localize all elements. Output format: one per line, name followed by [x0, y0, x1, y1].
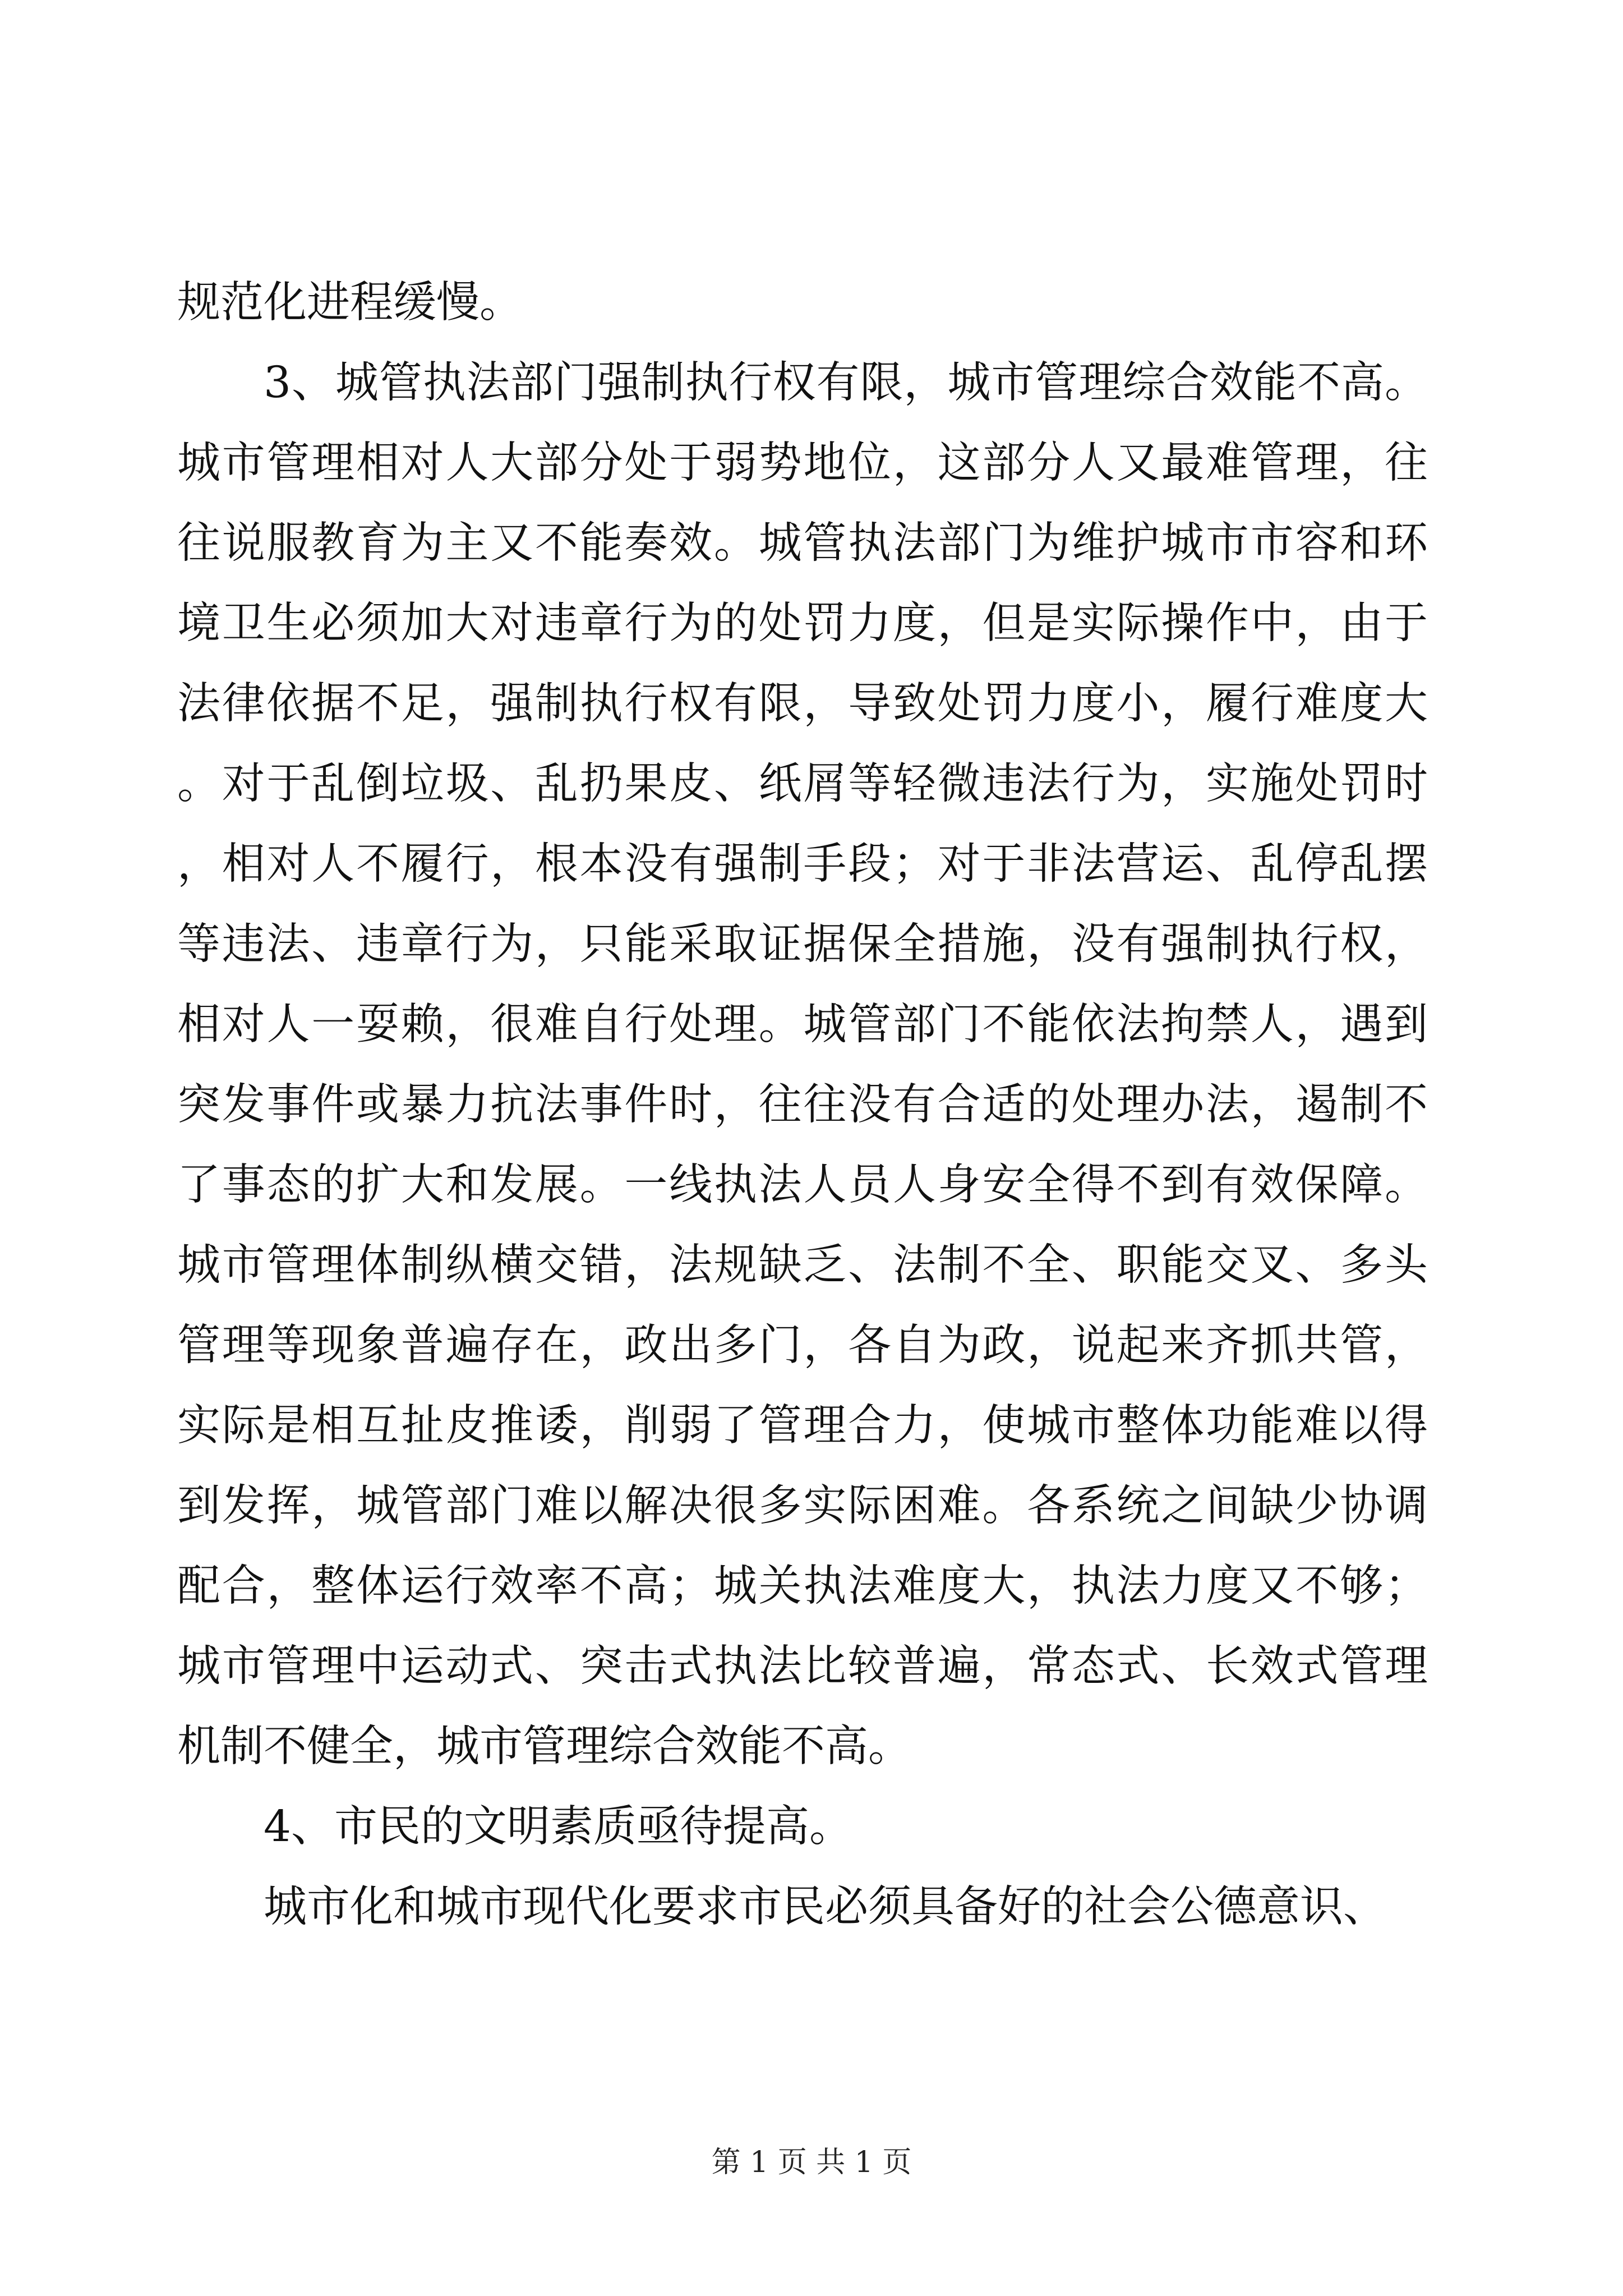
page-footer: 第 1 页 共 1 页	[711, 2146, 912, 2179]
paragraph-item-4-body: 城市化和城市现代化要求市民必须具备好的社会公德意识、	[264, 1882, 1386, 1932]
paragraph-continuation: 规范化进程缓慢。	[177, 278, 523, 328]
paragraph-item-4-heading: 4、市民的文明素质亟待提高。	[264, 1802, 852, 1852]
document-body	[177, 263, 1428, 1947]
paragraph-item-3: 3、城管执法部门强制执行权有限，城市管理综合效能不高。城市管理相对人大部分处于弱势地位，这部分人又最难管理，往往说服教育为主又不能奏效。城管执法部门为维护城市市容和环境卫生必须加大对违章行为的处罚力度，但是实际操作中，由于法律依据不足，强制执行权有限，导致处罚力度小，履行难度大。对于乱倒垃圾、乱扔果皮、纸屑等轻微违法行为，实施处罚时，相对人不履行，根本没有强制手段；对于非法营运、乱停乱摆等违法、违章行为，只能采取证据保全措施，没有强制执行权，相对人一耍赖，很难自行处理。城管部门不能依法拘禁人，遇到突发事件或暴力抗法事件时，往往没有合适的处理办法，遏制不了事态的扩大和发展。一线执法人员人身安全得不到有效保障。城市管理体制纵横交错，法规缺乏、法制不全、职能交叉、多头管理等现象普遍存在，政出多门，各自为政，说起来齐抓共管，实际是相互扯皮推诿，削弱了管理合力，使城市整体功能难以得到发挥，城管部门难以解决很多实际困难。各系统之间缺少协调配合，整体运行效率不高；城关执法难度大，执法力度又不够；城市管理中运动式、突击式执法比较普遍，常态式、长效式管理机制不健全，城市管理综合效能不高。	[177, 358, 1428, 1772]
